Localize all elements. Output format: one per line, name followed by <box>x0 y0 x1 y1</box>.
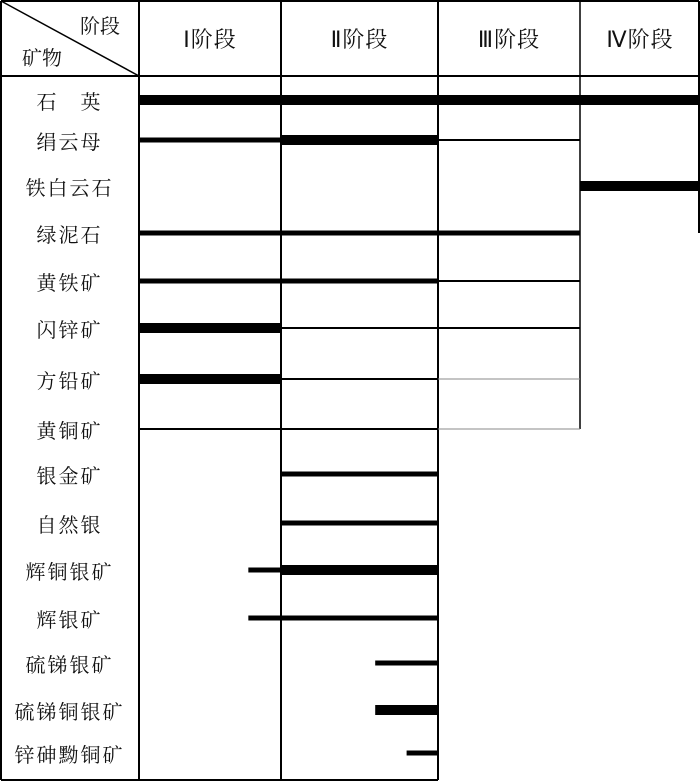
mineral-label: 绢云母 <box>36 130 103 154</box>
mineral-label: 硫锑铜银矿 <box>14 700 125 724</box>
stage-header-2: Ⅱ阶段 <box>330 27 389 53</box>
mineral-label: 闪锌矿 <box>36 318 103 342</box>
mineral-label: 方铅矿 <box>36 369 103 393</box>
stage-header-4: Ⅳ阶段 <box>606 27 674 53</box>
mineral-label: 石 英 <box>36 90 103 114</box>
mineral-label: 辉铜银矿 <box>25 560 114 584</box>
corner-mineral-label: 矿物 <box>22 46 62 70</box>
mineral-label: 锌砷黝铜矿 <box>14 743 125 767</box>
mineral-label: 黄铜矿 <box>36 419 103 443</box>
mineral-label: 绿泥石 <box>36 223 103 247</box>
mineral-label: 铁白云石 <box>25 176 114 200</box>
corner-stage-label: 阶段 <box>80 14 120 38</box>
mineral-label: 硫锑银矿 <box>25 653 114 677</box>
stage-header-3: Ⅲ阶段 <box>477 27 541 53</box>
mineral-label: 银金矿 <box>36 464 103 488</box>
mineral-label: 自然银 <box>36 513 103 537</box>
mineral-label: 辉银矿 <box>36 608 103 632</box>
mineral-label: 黄铁矿 <box>36 271 103 295</box>
stage-header-1: Ⅰ阶段 <box>183 27 237 53</box>
